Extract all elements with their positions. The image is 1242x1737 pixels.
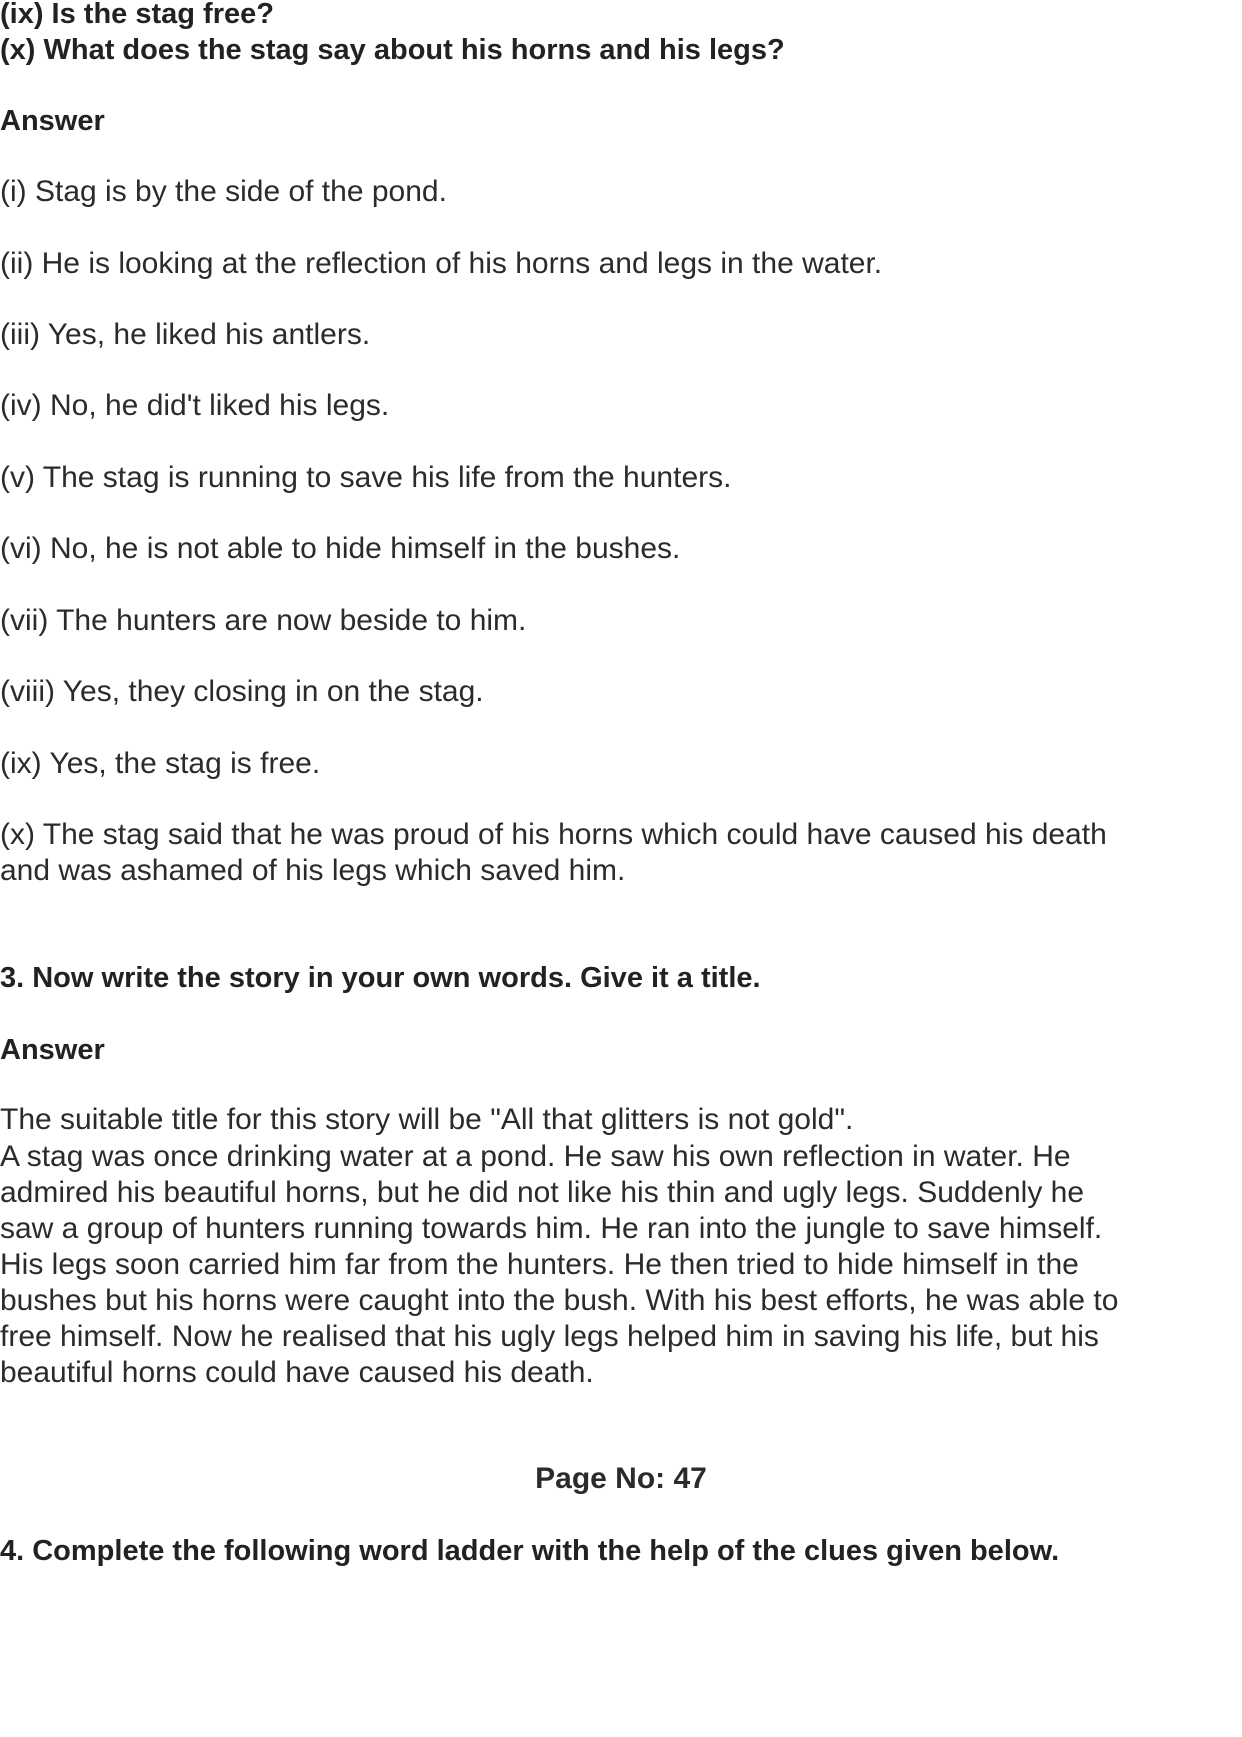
answer-item: (i) Stag is by the side of the pond.: [0, 175, 447, 208]
question-3: 3. Now write the story in your own words. Give it a title.: [0, 962, 761, 994]
answer-item-10-line-2: and was ashamed of his legs which saved him.: [0, 854, 626, 887]
question-4: 4. Complete the following word ladder with the help of the clues given below.: [0, 1535, 1060, 1567]
answer-item-10-line-1: (x) The stag said that he was proud of his horns which could have caused his death: [0, 818, 1107, 851]
answer-item: (iv) No, he did't liked his legs.: [0, 389, 390, 422]
story-line: The suitable title for this story will be "All that glitters is not gold".: [0, 1103, 854, 1136]
answer-heading: Answer: [0, 1034, 105, 1066]
question-9: (ix) Is the stag free?: [0, 0, 274, 30]
answer-item: (ix) Yes, the stag is free.: [0, 747, 321, 780]
story-line: His legs soon carried him far from the hunters. He then tried to hide himself in the: [0, 1248, 1079, 1281]
question-10: (x) What does the stag say about his horns and his legs?: [0, 34, 785, 66]
answer-heading: Answer: [0, 105, 105, 137]
answer-item: (v) The stag is running to save his life from the hunters.: [0, 461, 732, 494]
story-line: bushes but his horns were caught into the bush. With his best efforts, he was able to: [0, 1284, 1119, 1317]
answer-item: (vii) The hunters are now beside to him.: [0, 604, 527, 637]
story-line: saw a group of hunters running towards him. He ran into the jungle to save himself.: [0, 1212, 1103, 1245]
answer-item: (vi) No, he is not able to hide himself in the bushes.: [0, 532, 681, 565]
page-number: Page No: 47: [535, 1462, 707, 1495]
story-line: A stag was once drinking water at a pond. He saw his own reflection in water. He: [0, 1140, 1071, 1173]
story-line: admired his beautiful horns, but he did not like his thin and ugly legs. Suddenly he: [0, 1176, 1085, 1209]
answer-item: (ii) He is looking at the reflection of his horns and legs in the water.: [0, 247, 883, 280]
answer-item: (iii) Yes, he liked his antlers.: [0, 318, 371, 351]
story-line: beautiful horns could have caused his death.: [0, 1356, 594, 1389]
answer-item: (viii) Yes, they closing in on the stag.: [0, 675, 484, 708]
story-line: free himself. Now he realised that his ugly legs helped him in saving his life, but his: [0, 1320, 1099, 1353]
